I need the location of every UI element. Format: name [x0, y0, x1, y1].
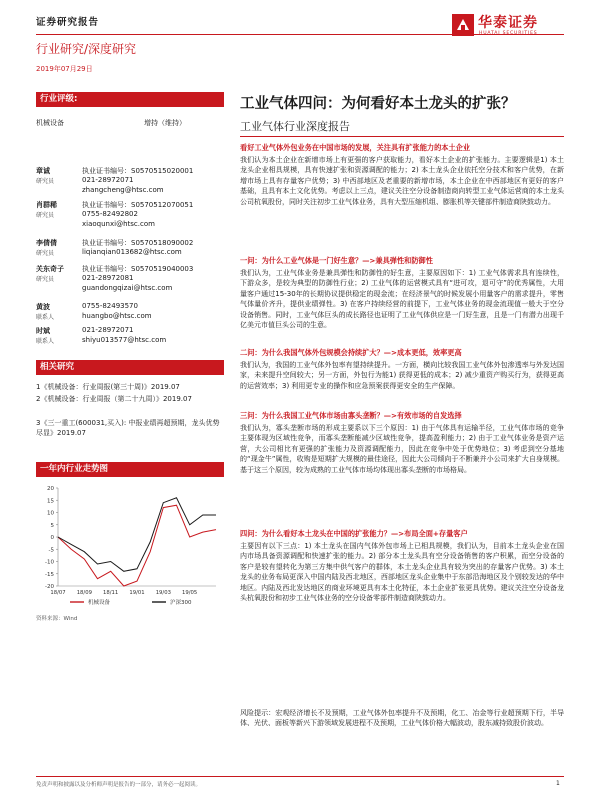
rating-industry: 机械设备 [36, 119, 64, 127]
report-date: 2019年07月29日 [36, 65, 93, 73]
analyst-email[interactable]: guandongqizai@htsc.com [82, 284, 173, 292]
x-tick-label: 19/03 [155, 590, 171, 596]
analyst-license: 执业证书编号：S0570518090002 [82, 239, 194, 247]
footer-disclaimer: 免责声明和披露以及分析师声明是报告的一部分，请务必一起阅读。 [36, 782, 202, 788]
report-title: 工业气体四问：为何看好本土龙头的扩张？ [240, 96, 516, 112]
analyst-role: 研究员 [36, 276, 55, 283]
analyst-email[interactable]: liqianqian013682@htsc.com [82, 248, 182, 256]
related-report-link[interactable]: 3《三一重工(600031,买入): 中报业绩再超预期，龙头优势尽显》2019.07 [36, 419, 220, 437]
question-4-body: 主要因有以下三点：1) 本土龙头在国内气体外包市场上已相具规模，我们认为，目前本土龙头企业在国内市场具备资源调配和快速扩张的能力。2) 部分本土龙头具有空分设备销售的客户积累，而空分设备的客户是较有望转化为第三方集中供气客户的群体，本土龙头企业具有较为突出的存量客户优势。3) 本土龙头的业务布局更深入中国内陆及西北地区，西部地区龙头企业集中于东部沿海地区及个别较发达的华中地区。内陆及西北发达地区的商业环境更具有本土化特征，本土企业扩张更具优势。建议关注空分设备龙头杭氧股份和初步工业气体业务的空分设备零部件制造商陕鼓动力。 [240, 542, 564, 603]
doc-type-label: 证券研究报告 [36, 17, 100, 28]
title-divider [240, 136, 564, 137]
rating-section-header: 行业评级: [36, 92, 224, 107]
question-3-heading: 三问：为什么我国工业气体市场由寡头垄断？—>有效市场的自发选择 [240, 411, 462, 420]
x-tick-label: 18/09 [76, 590, 92, 596]
analyst-role: 研究员 [36, 178, 55, 185]
header-divider [36, 34, 564, 35]
y-tick-label: 0 [50, 535, 54, 541]
analyst-phone: 021-28972071 [82, 326, 134, 334]
question-4-heading: 四问：为什么看好本土龙头在中国的扩张能力？—>布局全面+存量客户 [240, 529, 468, 538]
series-line [58, 505, 216, 586]
related-report-link[interactable]: 1《机械设备：行业周报(第三十周)》2019.07 [36, 383, 180, 391]
y-axis-ticks [45, 486, 58, 590]
question-3-body: 我们认为，寡头垄断市场的形成主要系以下三个原因：1) 由于气体具有运输半径，工业气体市场的竞争主要体现为区域性竞争，而寡头垄断能减少区域性竞争，提高盈利能力；2) 由于工业气体业务是资产运营，大公司相比有更强的扩张能力及资源调配能力，因此在竞争中处于优势地位；3) 考虑到空分基地的“现金牛”属性，收购是短期扩大规模的最佳途径，因此大公司倾向于不断兼并小公司来扩大自身规模。基于这三个原因，较为成熟的工业气体市场均体现出寡头垄断的市场格局。 [240, 424, 564, 474]
y-tick-label: -20 [45, 584, 54, 590]
legend-label: 沪深300 [170, 600, 192, 606]
report-category: 行业研究/深度研究 [36, 42, 137, 56]
analyst-email[interactable]: xiaoqunxi@htsc.com [82, 220, 155, 228]
chart-source: 资料来源：Wind [36, 616, 78, 622]
analyst-name: 关东奇子 [36, 265, 64, 273]
analyst-name: 黄波 [36, 303, 50, 311]
analyst-role: 研究员 [36, 212, 55, 219]
analyst-email[interactable]: zhangcheng@htsc.com [82, 186, 164, 194]
page-number: 1 [556, 780, 560, 787]
summary-heading: 看好工业气体外包业务在中国市场的发展，关注具有扩张能力的本土企业 [240, 143, 471, 152]
x-tick-label: 18/07 [50, 590, 66, 596]
summary-body: 我们认为本土企业在新增市场上有更强的客户获取能力，看好本土企业的扩张能力。主要逻辑是1) 本土龙头企业相具规模，具有快速扩张和资源调配的能力；2) 本土龙头企业依托空分技术和客户优势，在新增市场上具有存量客户优势；3) 中西部地区及老重要的新增市场，本土企业在中西部地区有更好的客户基础，且具有本土文化优势。考虑以上三点，建议关注空分设备制造商向转型工业气体运营商的本土龙头公司杭氧股份，同时关注初步工业气体业务，具有大型压缩机组、膨胀机等关键部件制造商陕鼓动力。 [240, 156, 564, 206]
legend-label: 机械设备 [88, 600, 111, 606]
related-report-link[interactable]: 2《机械设备：行业周报（第二十九周）》2019.07 [36, 395, 192, 403]
analyst-license: 执业证书编号：S0570512070051 [82, 201, 194, 209]
huatai-logo [452, 12, 564, 42]
series-line [58, 498, 216, 572]
chart-section-header: 一年内行业走势图 [36, 462, 224, 477]
analyst-phone: 0755-82493570 [82, 302, 138, 310]
analyst-name: 时斌 [36, 327, 50, 335]
report-subtitle: 工业气体行业深度报告 [240, 120, 350, 133]
analyst-license: 执业证书编号：S0570515020001 [82, 167, 194, 175]
x-tick-label: 19/05 [182, 590, 198, 596]
logo-mark-icon [452, 14, 474, 36]
analyst-name: 肖群稀 [36, 201, 57, 209]
question-2-heading: 二问：为什么我国气体外包规模会持续扩大？—>成本更低，效率更高 [240, 348, 462, 357]
analyst-phone: 021-28972081 [82, 274, 134, 282]
series-lines [58, 498, 216, 586]
footer-divider [36, 776, 564, 777]
question-1-heading: 一问：为什么工业气体是一门好生意？—>兼具弹性和防御性 [240, 256, 433, 265]
x-axis-ticks [50, 586, 216, 596]
analyst-email[interactable]: shiyu013577@htsc.com [82, 336, 167, 344]
y-tick-label: 20 [47, 486, 54, 492]
y-tick-label: 5 [50, 522, 54, 529]
y-tick-label: 10 [47, 510, 54, 517]
y-tick-label: -10 [45, 559, 54, 566]
y-tick-label: -5 [48, 547, 54, 554]
x-tick-label: 18/11 [103, 590, 119, 596]
industry-trend-chart [36, 482, 224, 612]
analyst-role: 联系人 [36, 314, 55, 321]
logo-text-cn: 华泰证券 [478, 15, 538, 31]
question-2-body: 我们认为，我国的工业气体外包率有望持续提升。一方面，横向比较我国工业气体外包渗透率与外发达国家，未来提升空间较大；另一方面，外包行为能1) 获得更低的成本；2) 减少重资产购买行为，获得更高的运营效率；3) 利用更专业的操作和应急预案获得更安全的生产保障。 [240, 361, 564, 390]
analyst-role: 联系人 [36, 338, 55, 345]
risk-warning: 风险提示：宏观经济增长不及预期，工业气体外包率提升不及预期，化工、冶金等行业超预期下行，半导体、光伏、面板等新兴下游领域发展进程不及预期，工业气体价格大幅波动，股东减持致股价波动。 [240, 709, 564, 728]
analyst-email[interactable]: huangbo@htsc.com [82, 312, 152, 320]
analyst-license: 执业证书编号：S0570519040003 [82, 265, 194, 273]
analyst-name: 李倩倩 [36, 239, 57, 247]
analyst-phone: 0755-82492802 [82, 210, 138, 218]
analyst-phone: 021-28972071 [82, 176, 134, 184]
x-tick-label: 19/01 [129, 590, 145, 596]
y-tick-label: -15 [45, 571, 54, 578]
rating-value: 增持（维持） [144, 119, 186, 127]
analyst-name: 章诚 [36, 167, 50, 175]
question-1-body: 我们认为，工业气体业务是兼具弹性和防御性的好生意，主要原因如下：1) 工业气体需求具有连续性，下游众多，是较为典型的防御性行业；2) 工业气体的运营模式具有“进可攻，退可守”的优秀属性，大用量客户通过15-30年的长期协议提供稳定的现金流；在经济景气的时候发展小用量客户的需求提升，零售气体量价齐升，提供业绩弹性。3) 在客户持续经营的前提下，工业气体业务的现金流现值一般大于空分设备销售。同时，工业气体巨头的成长路径也证明了工业气体供应是一门好生意，且是一门有潜力出现千亿美元市值巨头公司的生意。 [240, 269, 564, 330]
chart-legend [70, 598, 192, 606]
analyst-role: 研究员 [36, 250, 55, 257]
y-tick-label: 15 [47, 498, 54, 505]
related-section-header: 相关研究 [36, 360, 224, 375]
